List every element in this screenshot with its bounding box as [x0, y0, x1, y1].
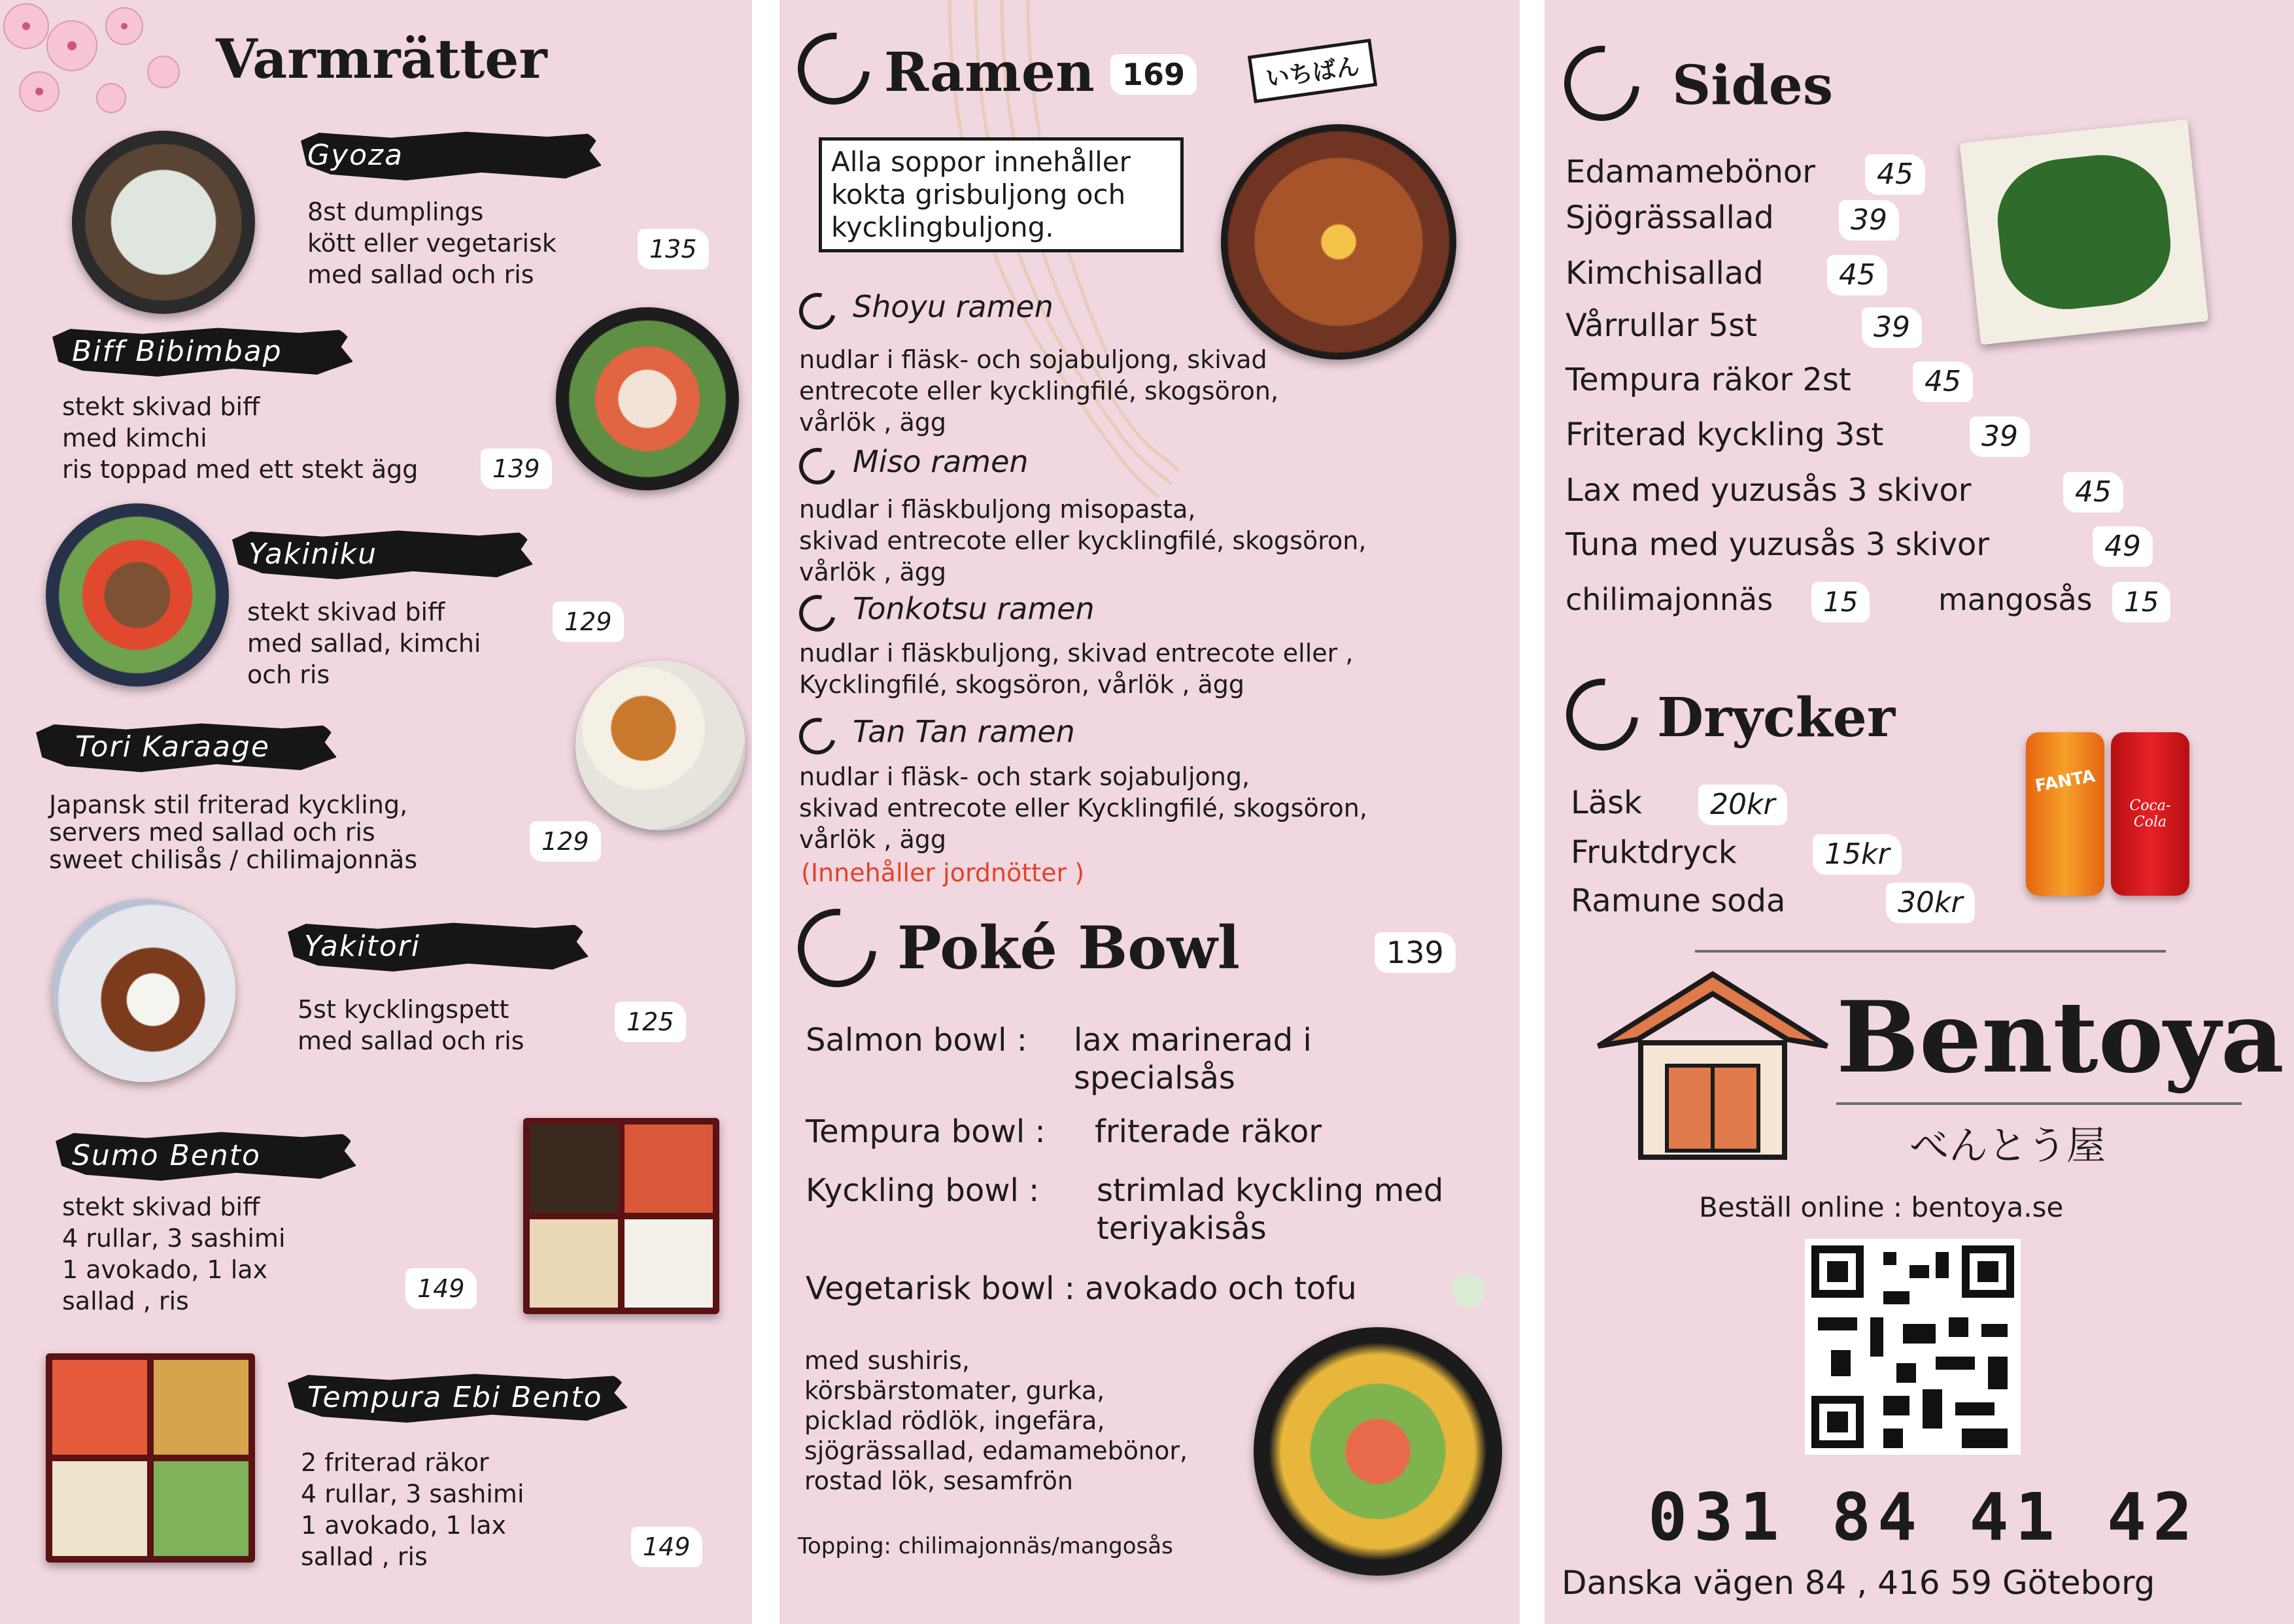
item-name-gyoza: Gyoza — [307, 139, 404, 172]
item-desc-gyoza: 8st dumplings kött eller vegetarisk med sallad och ris — [307, 197, 556, 289]
karaage-photo — [575, 660, 745, 830]
drink-name-2: Ramune soda — [1571, 883, 1786, 919]
brand-underline — [1836, 1102, 2242, 1105]
bowl-desc-vegetarisk: avokado och tofu — [1085, 1270, 1357, 1307]
item-desc-yakiniku: stekt skivad biff med sallad, kimchi och ris — [247, 598, 481, 689]
gyoza-photo — [72, 131, 255, 314]
side-name-1: Sjögrässallad — [1566, 199, 1774, 236]
item-name-yakitori: Yakitori — [304, 930, 420, 963]
side-price-2: 45 — [1827, 255, 1887, 296]
side-price-3: 39 — [1862, 307, 1922, 348]
sumo-bento-photo — [523, 1118, 719, 1314]
item-desc-biff-bibimbap: stekt skivad biff med kimchi ris toppad med ett stekt ägg — [62, 392, 419, 484]
side-name-6: Lax med yuzusås 3 skivor — [1566, 472, 1972, 509]
qr-code-icon — [1805, 1239, 2021, 1455]
drink-price-1: 15kr — [1813, 834, 1902, 875]
ramen-note-box: Alla soppor innehåller kokta grisbuljong och kycklingbuljong. — [819, 137, 1184, 252]
bowl-name-vegetarisk: Vegetarisk bowl — [806, 1270, 1055, 1307]
side-price-7: 49 — [2093, 526, 2153, 567]
sauce-name-0: chilimajonnäs — [1566, 582, 1773, 617]
vegan-leaf-icon — [1452, 1274, 1486, 1308]
side-price-5: 39 — [1970, 416, 2030, 457]
item-desc-tempura-ebi-bento: 2 friterad räkor 4 rullar, 3 sashimi 1 avokado, 1 lax sallad , ris — [301, 1448, 524, 1571]
item-price-biff-bibimbap: 139 — [481, 448, 552, 489]
yakiniku-photo — [46, 503, 229, 686]
bullet-circle-icon — [793, 441, 842, 491]
ramen-desc-tantan: nudlar i fläsk- och stark sojabuljong, skivad entrecote eller Kycklingfilé, skogsöron, vårlök , ägg — [799, 762, 1367, 854]
side-price-6: 45 — [2063, 472, 2123, 513]
drink-name-1: Fruktdryck — [1571, 834, 1737, 871]
section-circle-icon — [1549, 30, 1654, 136]
yakitori-photo — [52, 899, 235, 1082]
item-price-yakiniku: 129 — [553, 601, 624, 642]
section-title-poke: Poké Bowl — [897, 913, 1241, 983]
bowl-desc-kyckling: strimlad kyckling med teriyakisås — [1097, 1172, 1444, 1247]
item-price-tempura-ebi-bento: 149 — [631, 1527, 702, 1567]
ichiban-badge: いちばん — [1248, 39, 1377, 103]
section-circle-icon — [1552, 664, 1653, 766]
brand-japanese: べんとう屋 — [1909, 1123, 2106, 1169]
item-desc-tori-karaage: Japansk stil friterad kyckling, servers med sallad och ris sweet chilisås / chilimajonnäs — [49, 790, 418, 874]
item-price-sumo-bento: 149 — [405, 1268, 477, 1309]
tempura-ebi-bento-photo — [46, 1353, 255, 1563]
section-title-drinks: Drycker — [1657, 686, 1896, 749]
sauce-name-1: mangosås — [1938, 582, 2093, 617]
bowl-name-tempura: Tempura bowl — [806, 1113, 1025, 1150]
side-name-2: Kimchisallad — [1566, 255, 1764, 292]
cherry-blossom-decoration — [0, 0, 216, 131]
panel-hot-dishes — [0, 0, 752, 1624]
seaweed-salad-photo — [1960, 120, 2208, 345]
cola-can — [2111, 732, 2189, 896]
ramen-name-tonkotsu: Tonkotsu ramen — [853, 591, 1095, 626]
item-name-sumo-bento: Sumo Bento — [72, 1139, 261, 1172]
pagoda-logo-icon — [1592, 968, 1834, 1164]
fanta-label: FANTA — [2033, 766, 2097, 796]
poke-topping: Topping: chilimajonnäs/mangosås — [798, 1533, 1173, 1559]
bowl-row-salmon: Salmon bowl : — [806, 1022, 1027, 1058]
ramen-desc-shoyu: nudlar i fläsk- och sojabuljong, skivad entrecote eller kycklingfilé, skogsöron, vårlök , ägg — [799, 345, 1279, 437]
side-name-5: Friterad kyckling 3st — [1566, 416, 1884, 453]
section-title-sides: Sides — [1672, 54, 1834, 117]
item-price-tori-karaage: 129 — [530, 821, 601, 862]
item-price-yakitori: 125 — [615, 1002, 686, 1042]
poke-bowl-photo — [1254, 1327, 1502, 1576]
sauce-price-0: 15 — [1811, 582, 1870, 622]
bowl-row-vegetarisk: Vegetarisk bowl : avokado och tofu — [806, 1270, 1357, 1307]
bowl-row-kyckling: Kyckling bowl : — [806, 1172, 1040, 1209]
side-name-3: Vårrullar 5st — [1566, 307, 1758, 344]
item-name-tori-karaage: Tori Karaage — [75, 730, 270, 764]
section-circle-icon — [781, 892, 892, 1003]
bullet-circle-icon — [793, 588, 842, 638]
item-name-biff-bibimbap: Biff Bibimbap — [72, 335, 282, 368]
qr-code[interactable] — [1805, 1239, 2021, 1455]
ramen-name-shoyu: Shoyu ramen — [853, 289, 1053, 324]
ramen-name-miso: Miso ramen — [853, 444, 1029, 479]
panel-ramen-poke — [779, 0, 1520, 1624]
side-price-4: 45 — [1913, 362, 1973, 402]
bowl-name-kyckling: Kyckling bowl — [806, 1172, 1019, 1209]
phone-number[interactable]: 031 84 41 42 — [1648, 1479, 2199, 1555]
bibimbap-photo — [556, 307, 739, 490]
section-title-hot-dishes: Varmrätter — [216, 28, 547, 91]
drink-price-0: 20kr — [1698, 785, 1787, 825]
section-title-ramen: Ramen — [884, 41, 1095, 104]
item-desc-yakitori: 5st kycklingspett med sallad och ris — [298, 995, 524, 1055]
poke-price: 139 — [1375, 932, 1456, 973]
panel-sides-drinks — [1545, 0, 2294, 1624]
ramen-desc-tonkotsu: nudlar i fläskbuljong, skivad entrecote eller , Kycklingfilé, skogsöron, vårlök , ägg — [799, 639, 1354, 699]
ramen-price: 169 — [1110, 54, 1197, 95]
side-name-0: Edamamebönor — [1566, 154, 1816, 190]
bullet-circle-icon — [793, 711, 842, 761]
ramen-desc-miso: nudlar i fläskbuljong misopasta, skivad entrecote eller kycklingfilé, skogsöron, vårlök , ägg — [799, 495, 1367, 586]
side-price-0: 45 — [1865, 154, 1925, 195]
bowl-row-tempura: Tempura bowl : — [806, 1113, 1046, 1150]
ramen-photo — [1221, 124, 1456, 360]
order-online-text: Beställ online : bentoya.se — [1699, 1191, 2064, 1223]
section-circle-icon — [783, 18, 885, 120]
item-name-tempura-ebi-bento: Tempura Ebi Bento — [307, 1381, 603, 1414]
allergy-note: (Innehåller jordnötter ) — [801, 858, 1085, 887]
side-name-7: Tuna med yuzusås 3 skivor — [1566, 526, 1990, 563]
fanta-can — [2026, 732, 2104, 896]
side-price-1: 39 — [1839, 200, 1899, 241]
divider — [1695, 950, 2166, 953]
cola-label: Coca-Cola — [2129, 798, 2171, 830]
address: Danska vägen 84 , 416 59 Göteborg — [1562, 1564, 2155, 1602]
side-name-4: Tempura räkor 2st — [1566, 362, 1851, 398]
bullet-circle-icon — [793, 286, 842, 336]
bowl-desc-tempura: friterade räkor — [1095, 1113, 1322, 1150]
bowl-name-salmon: Salmon bowl — [806, 1022, 1007, 1058]
drink-price-2: 30kr — [1886, 883, 1975, 923]
sauce-price-1: 15 — [2112, 582, 2170, 622]
poke-base-ingredients: med sushiris, körsbärstomater, gurka, picklad rödlök, ingefära, sjögrässallad, edamamebönor, rostad lök, sesamfrön — [804, 1346, 1188, 1495]
item-desc-sumo-bento: stekt skivad biff 4 rullar, 3 sashimi 1 avokado, 1 lax sallad , ris — [62, 1193, 286, 1315]
bowl-desc-salmon: lax marinerad i specialsås — [1074, 1022, 1312, 1096]
item-price-gyoza: 135 — [638, 229, 709, 269]
item-name-yakiniku: Yakiniku — [248, 537, 377, 571]
ramen-name-tantan: Tan Tan ramen — [853, 714, 1075, 749]
drink-name-0: Läsk — [1571, 785, 1642, 821]
brand-name: Bentoya — [1836, 980, 2284, 1095]
